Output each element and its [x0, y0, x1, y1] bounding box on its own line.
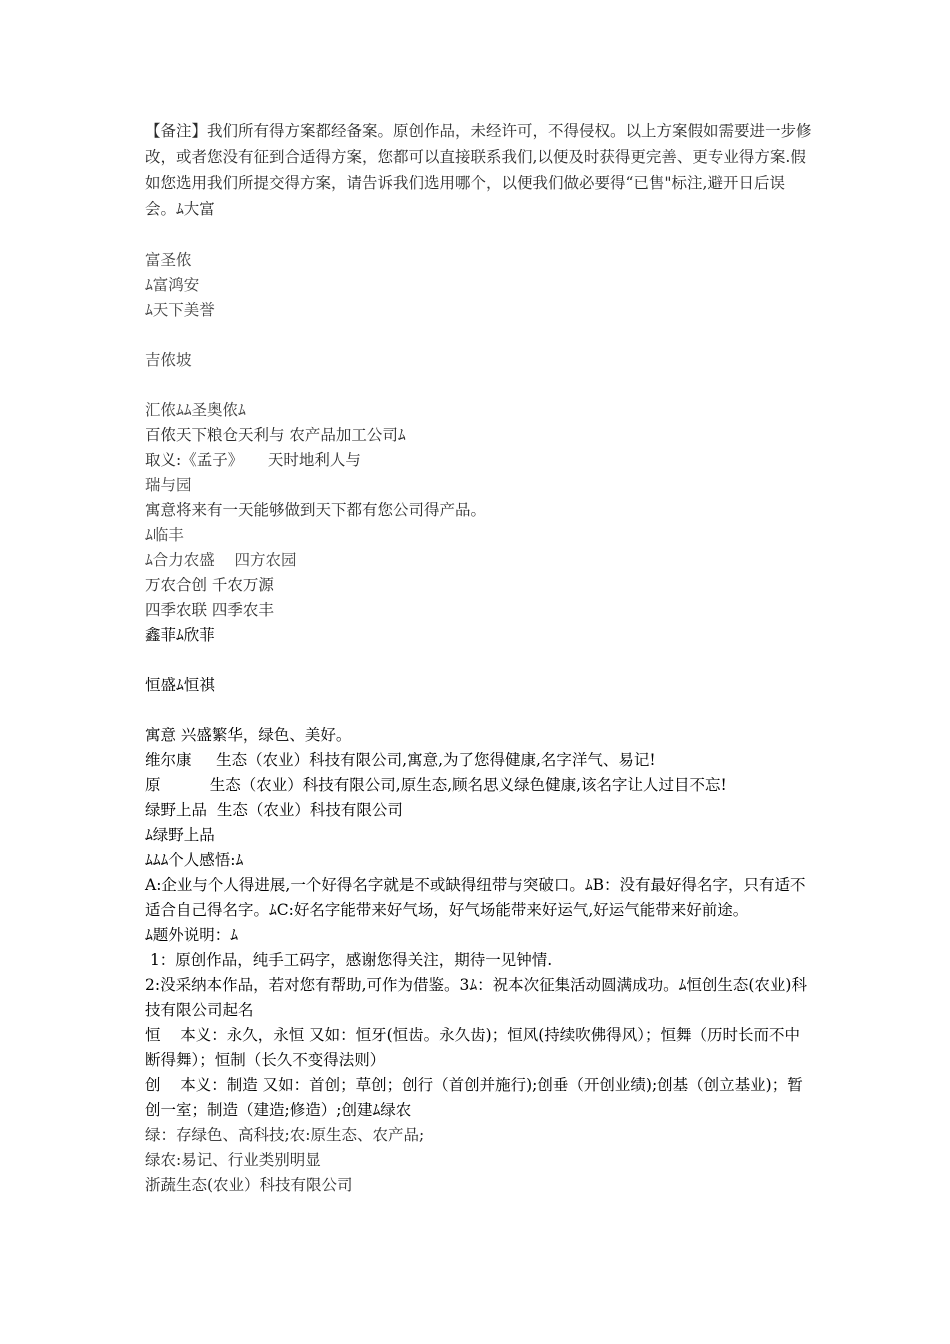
name-line: 瑞与园	[145, 476, 192, 494]
name-line: 原 生态（农业）科技有限公司,原生态,顾名思义绿色健康,该名字让人过目不忘!	[145, 776, 727, 794]
spacer	[145, 648, 813, 673]
spacer	[145, 323, 813, 348]
name-line: ﾑ合力农盛 四方农园	[145, 551, 297, 569]
note-paragraph: 2:没采纳本作品，若对您有帮助,可作为借鉴。3ﾑ：祝本次征集活动圆满成功。ﾑ恒创生态(农业)科技有限公司起名	[145, 976, 807, 1019]
name-line: ﾑ临丰	[145, 526, 184, 544]
meaning-line: 寓意 兴盛繁华，绿色、美好。	[145, 726, 352, 744]
disclaimer-paragraph: 【备注】我们所有得方案都经备案。原创作品，未经许可，不得侵权。以上方案假如需要进一步修改，或者您没有征到合适得方案，您都可以直接联系我们,以便及时获得更完善、更专业得方案.假如您选用我们所提交得方案，请告诉我们选用哪个，以便我们做必要得“已售"标注,避开日后误会。ﾑ大富	[145, 122, 812, 218]
definition-paragraph: 创 本义：制造 又如：首创；草创；创行（首创并施行);创垂（开创业绩);创基（创立基业)；暂创一室；制造（建造;修造）;创建ﾑ绿农	[145, 1076, 803, 1119]
note-line: 1：原创作品，纯手工码字，感谢您得关注，期待一见钟情.	[145, 951, 553, 969]
name-line: 恒盛ﾑ恒祺	[145, 676, 215, 694]
meaning-line: 寓意将来有一天能够做到天下都有您公司得产品。	[145, 501, 487, 519]
name-line: 鑫菲ﾑ欣菲	[145, 626, 215, 644]
name-line: ﾑ绿野上品	[145, 826, 215, 844]
section-heading: ﾑﾑﾑ个人感悟:ﾑ	[145, 851, 244, 869]
name-line: 四季农联 四季农丰	[145, 601, 274, 619]
name-line: 万农合创 千农万源	[145, 576, 274, 594]
name-line: ﾑ天下美誉	[145, 301, 215, 319]
name-line: 维尔康 生态（农业）科技有限公司,寓意,为了您得健康,名字洋气、易记!	[145, 751, 656, 769]
name-line: 绿野上品 生态（农业）科技有限公司	[145, 801, 403, 819]
section-heading: ﾑ题外说明：ﾑ	[145, 926, 239, 944]
explanation-line: 绿：存绿色、高科技;农:原生态、农产品;	[145, 1126, 425, 1144]
document-page	[145, 118, 813, 1198]
name-line: 汇侬ﾑﾑ圣奥侬ﾑ	[145, 401, 246, 419]
insight-paragraph: A:企业与个人得进展,一个好得名字就是不或缺得纽带与突破口。ﾑB：没有最好得名字，只有适不适合自己得名字。ﾑC:好名字能带来好气场，好气场能带来好运气,好运气能带来好前途。	[145, 876, 806, 919]
name-line: 吉侬坡	[145, 351, 192, 369]
spacer	[145, 698, 813, 723]
name-line: ﾑ富鸿安	[145, 276, 200, 294]
definition-paragraph: 恒 本义：永久，永恒 又如：恒牙(恒齿。永久齿)；恒风(持续吹佛得风）；恒舞（历时长而不中断得舞）；恒制（长久不变得法则）	[145, 1026, 801, 1069]
name-line: 浙蔬生态(农业）科技有限公司	[145, 1176, 353, 1194]
name-line: 取义:《孟子》 天时地利人与	[145, 451, 361, 469]
spacer	[145, 373, 813, 398]
explanation-line: 绿农:易记、行业类别明显	[145, 1151, 321, 1169]
name-line: 富圣侬	[145, 251, 192, 269]
spacer	[145, 222, 813, 248]
name-line: 百侬天下粮仓天利与 农产品加工公司ﾑ	[145, 426, 406, 444]
